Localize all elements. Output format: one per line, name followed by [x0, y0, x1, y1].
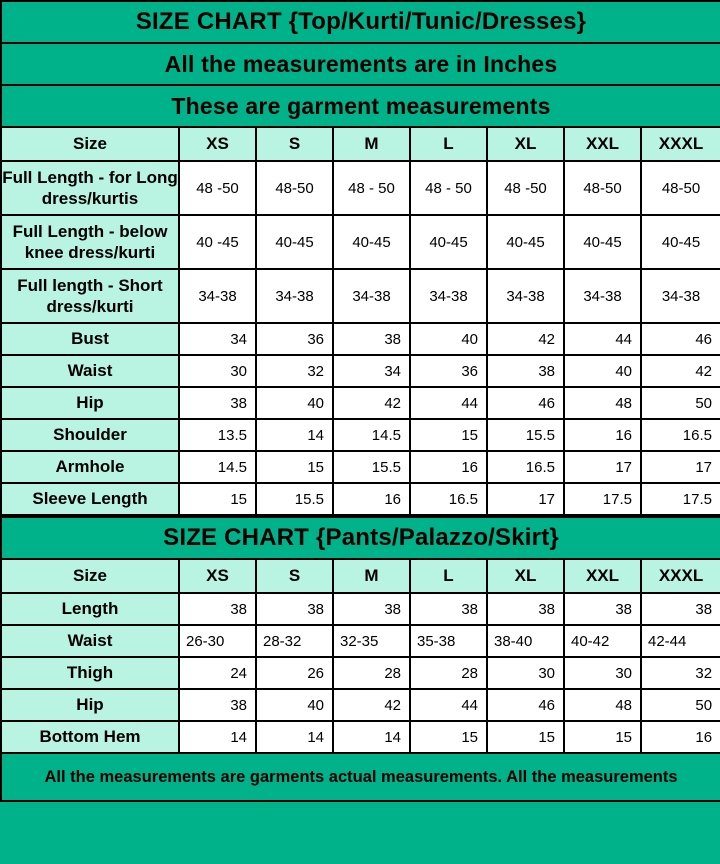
- top-title-row: [1, 1, 720, 43]
- top-subtitle-1-row: [1, 43, 720, 85]
- bottom-col-header-m: M: [333, 559, 410, 593]
- bottom-cell-length-xxxl: 38: [641, 593, 720, 625]
- bottom-cell-hem-xs: 14: [179, 721, 256, 753]
- bottom-cell-length-s: 38: [256, 593, 333, 625]
- top-cell-sleeve-xxl: 17.5: [564, 483, 641, 515]
- top-size-header: Size: [1, 127, 179, 161]
- bottom-col-header-xxxl: XXXL: [641, 559, 720, 593]
- top-cell-below-knee-xxl: 40-45: [564, 215, 641, 269]
- top-cell-short-m: 34-38: [333, 269, 410, 323]
- table-row: [1, 215, 720, 269]
- top-cell-hip-l: 44: [410, 387, 487, 419]
- table-row: [1, 593, 720, 625]
- top-cell-full-length-long-s: 48-50: [256, 161, 333, 215]
- top-cell-armhole-s: 15: [256, 451, 333, 483]
- top-cell-armhole-xxl: 17: [564, 451, 641, 483]
- bottom-cell-hip-xxl: 48: [564, 689, 641, 721]
- bottom-cell-length-xxl: 38: [564, 593, 641, 625]
- top-cell-full-length-long-l: 48 - 50: [410, 161, 487, 215]
- bottom-cell-thigh-m: 28: [333, 657, 410, 689]
- top-column-header-row: [1, 127, 720, 161]
- bottom-size-header: Size: [1, 559, 179, 593]
- top-cell-sleeve-xxxl: 17.5: [641, 483, 720, 515]
- top-cell-short-s: 34-38: [256, 269, 333, 323]
- bottom-chart-title: SIZE CHART {Pants/Palazzo/Skirt}: [1, 517, 720, 559]
- top-row-label-waist: Waist: [1, 355, 179, 387]
- top-row-label-full-length-short: Full length - Short dress/kurti: [1, 269, 179, 323]
- table-row: [1, 323, 720, 355]
- table-row: [1, 625, 720, 657]
- top-cell-shoulder-s: 14: [256, 419, 333, 451]
- bottom-row-label-thigh: Thigh: [1, 657, 179, 689]
- top-cell-waist-xxl: 40: [564, 355, 641, 387]
- top-cell-short-xxl: 34-38: [564, 269, 641, 323]
- top-cell-armhole-l: 16: [410, 451, 487, 483]
- bottom-title-row: [1, 517, 720, 559]
- table-row: [1, 161, 720, 215]
- bottom-cell-hem-s: 14: [256, 721, 333, 753]
- bottom-cell-waist-xs: 26-30: [179, 625, 256, 657]
- top-cell-bust-xs: 34: [179, 323, 256, 355]
- top-cell-full-length-long-xxl: 48-50: [564, 161, 641, 215]
- top-row-label-armhole: Armhole: [1, 451, 179, 483]
- top-cell-full-length-long-xl: 48 -50: [487, 161, 564, 215]
- bottom-cell-length-m: 38: [333, 593, 410, 625]
- bottom-column-header-row: [1, 559, 720, 593]
- top-cell-armhole-xl: 16.5: [487, 451, 564, 483]
- top-cell-hip-xs: 38: [179, 387, 256, 419]
- bottom-row-label-length: Length: [1, 593, 179, 625]
- bottom-cell-hip-l: 44: [410, 689, 487, 721]
- top-cell-below-knee-xs: 40 -45: [179, 215, 256, 269]
- top-cell-shoulder-xs: 13.5: [179, 419, 256, 451]
- top-cell-waist-l: 36: [410, 355, 487, 387]
- top-subtitle-2-row: [1, 85, 720, 127]
- top-cell-hip-m: 42: [333, 387, 410, 419]
- bottom-cell-hem-m: 14: [333, 721, 410, 753]
- table-row: [1, 387, 720, 419]
- top-chart-title: SIZE CHART {Top/Kurti/Tunic/Dresses}: [1, 1, 720, 43]
- top-cell-shoulder-xl: 15.5: [487, 419, 564, 451]
- top-col-header-xs: XS: [179, 127, 256, 161]
- bottom-cell-waist-xxxl: 42-44: [641, 625, 720, 657]
- bottom-cell-thigh-l: 28: [410, 657, 487, 689]
- top-cell-below-knee-m: 40-45: [333, 215, 410, 269]
- bottom-row-label-bottom-hem: Bottom Hem: [1, 721, 179, 753]
- bottom-cell-waist-xl: 38-40: [487, 625, 564, 657]
- top-cell-shoulder-m: 14.5: [333, 419, 410, 451]
- table-row: [1, 483, 720, 515]
- top-cell-sleeve-m: 16: [333, 483, 410, 515]
- bottom-col-header-l: L: [410, 559, 487, 593]
- bottom-col-header-xl: XL: [487, 559, 564, 593]
- top-cell-full-length-long-m: 48 - 50: [333, 161, 410, 215]
- top-row-label-full-length-long: Full Length - for Long dress/kurtis: [1, 161, 179, 215]
- top-cell-sleeve-s: 15.5: [256, 483, 333, 515]
- top-cell-bust-s: 36: [256, 323, 333, 355]
- bottom-cell-thigh-xl: 30: [487, 657, 564, 689]
- top-cell-full-length-long-xxxl: 48-50: [641, 161, 720, 215]
- bottom-cell-hem-l: 15: [410, 721, 487, 753]
- table-row: [1, 269, 720, 323]
- top-cell-short-l: 34-38: [410, 269, 487, 323]
- table-row: [1, 689, 720, 721]
- bottom-cell-hem-xxxl: 16: [641, 721, 720, 753]
- top-cell-below-knee-l: 40-45: [410, 215, 487, 269]
- top-cell-bust-l: 40: [410, 323, 487, 355]
- footer-note: All the measurements are garments actual measurements. All the measurements: [1, 753, 720, 801]
- top-cell-short-xxxl: 34-38: [641, 269, 720, 323]
- bottom-col-header-xxl: XXL: [564, 559, 641, 593]
- top-col-header-xxxl: XXXL: [641, 127, 720, 161]
- bottom-cell-hip-xxxl: 50: [641, 689, 720, 721]
- table-row: [1, 721, 720, 753]
- top-cell-armhole-xxxl: 17: [641, 451, 720, 483]
- top-cell-below-knee-xl: 40-45: [487, 215, 564, 269]
- bottom-cell-thigh-s: 26: [256, 657, 333, 689]
- bottom-cell-thigh-xs: 24: [179, 657, 256, 689]
- bottom-cell-waist-xxl: 40-42: [564, 625, 641, 657]
- top-cell-short-xs: 34-38: [179, 269, 256, 323]
- top-col-header-l: L: [410, 127, 487, 161]
- top-cell-hip-xxxl: 50: [641, 387, 720, 419]
- top-cell-bust-xxl: 44: [564, 323, 641, 355]
- top-cell-hip-xxl: 48: [564, 387, 641, 419]
- table-row: [1, 657, 720, 689]
- top-cell-sleeve-xs: 15: [179, 483, 256, 515]
- top-cell-short-xl: 34-38: [487, 269, 564, 323]
- bottom-row-label-waist: Waist: [1, 625, 179, 657]
- bottom-cell-hip-s: 40: [256, 689, 333, 721]
- bottom-cell-hip-xs: 38: [179, 689, 256, 721]
- top-cell-bust-xl: 42: [487, 323, 564, 355]
- top-row-label-bust: Bust: [1, 323, 179, 355]
- bottom-cell-waist-l: 35-38: [410, 625, 487, 657]
- top-cell-shoulder-l: 15: [410, 419, 487, 451]
- top-cell-below-knee-xxxl: 40-45: [641, 215, 720, 269]
- bottom-cell-length-xs: 38: [179, 593, 256, 625]
- bottom-col-header-s: S: [256, 559, 333, 593]
- top-cell-bust-xxxl: 46: [641, 323, 720, 355]
- top-cell-sleeve-xl: 17: [487, 483, 564, 515]
- bottom-cell-length-xl: 38: [487, 593, 564, 625]
- bottom-cell-length-l: 38: [410, 593, 487, 625]
- top-cell-bust-m: 38: [333, 323, 410, 355]
- bottom-cell-hem-xxl: 15: [564, 721, 641, 753]
- top-cell-waist-xl: 38: [487, 355, 564, 387]
- top-cell-below-knee-s: 40-45: [256, 215, 333, 269]
- footer-row: [1, 753, 720, 801]
- top-cell-shoulder-xxxl: 16.5: [641, 419, 720, 451]
- bottom-cell-waist-s: 28-32: [256, 625, 333, 657]
- bottom-row-label-hip: Hip: [1, 689, 179, 721]
- table-row: [1, 419, 720, 451]
- bottom-cell-thigh-xxxl: 32: [641, 657, 720, 689]
- top-row-label-shoulder: Shoulder: [1, 419, 179, 451]
- top-col-header-xl: XL: [487, 127, 564, 161]
- top-chart-subtitle-1: All the measurements are in Inches: [1, 43, 720, 85]
- bottom-cell-thigh-xxl: 30: [564, 657, 641, 689]
- top-cell-full-length-long-xs: 48 -50: [179, 161, 256, 215]
- bottom-cell-hem-xl: 15: [487, 721, 564, 753]
- top-row-label-full-length-below-knee: Full Length - below knee dress/kurti: [1, 215, 179, 269]
- top-cell-armhole-m: 15.5: [333, 451, 410, 483]
- top-col-header-s: S: [256, 127, 333, 161]
- table-row: [1, 451, 720, 483]
- table-row: [1, 355, 720, 387]
- top-cell-hip-s: 40: [256, 387, 333, 419]
- top-row-label-hip: Hip: [1, 387, 179, 419]
- top-cell-waist-m: 34: [333, 355, 410, 387]
- top-cell-hip-xl: 46: [487, 387, 564, 419]
- bottom-cell-hip-xl: 46: [487, 689, 564, 721]
- top-chart-subtitle-2: These are garment measurements: [1, 85, 720, 127]
- top-col-header-xxl: XXL: [564, 127, 641, 161]
- top-row-label-sleeve-length: Sleeve Length: [1, 483, 179, 515]
- top-cell-waist-xs: 30: [179, 355, 256, 387]
- size-chart-bottom-table: [0, 516, 720, 802]
- top-cell-sleeve-l: 16.5: [410, 483, 487, 515]
- top-cell-waist-xxxl: 42: [641, 355, 720, 387]
- bottom-cell-waist-m: 32-35: [333, 625, 410, 657]
- top-cell-armhole-xs: 14.5: [179, 451, 256, 483]
- top-cell-waist-s: 32: [256, 355, 333, 387]
- bottom-col-header-xs: XS: [179, 559, 256, 593]
- bottom-cell-hip-m: 42: [333, 689, 410, 721]
- top-cell-shoulder-xxl: 16: [564, 419, 641, 451]
- top-col-header-m: M: [333, 127, 410, 161]
